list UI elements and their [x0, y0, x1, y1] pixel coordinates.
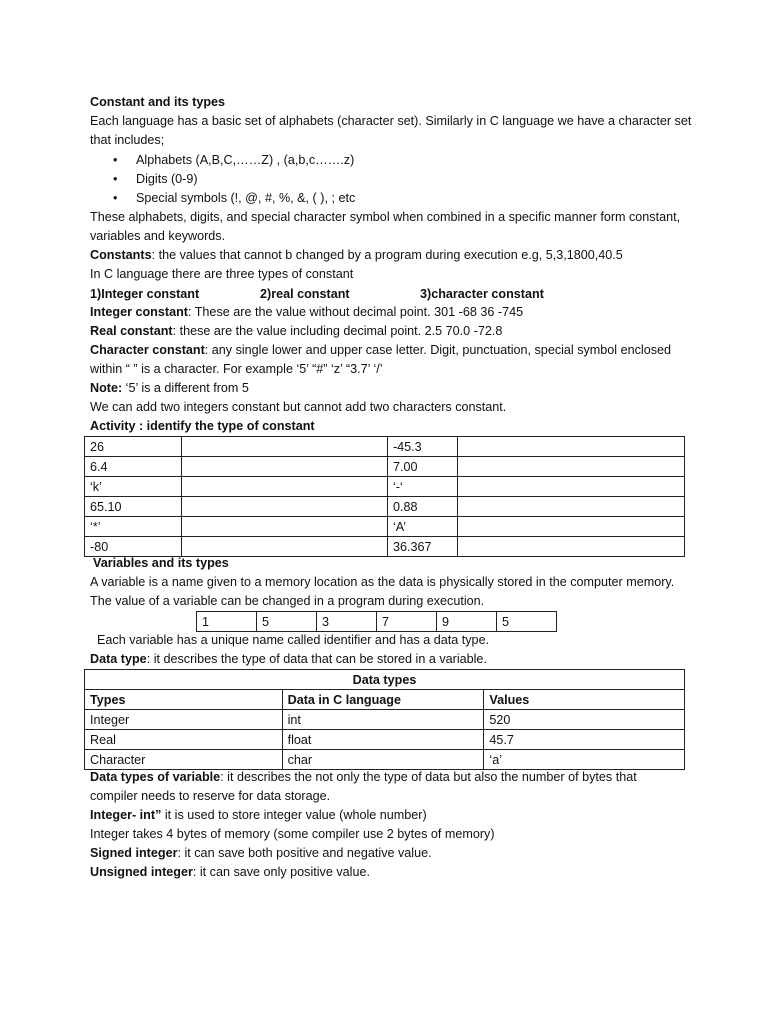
data-types-of-variable-line [90, 768, 637, 787]
unsigned-integer-text: : it can save only positive value. [192, 865, 370, 879]
bullet-dot: • [113, 153, 118, 167]
type-integer: 1)Integer constant [90, 287, 200, 301]
table-cell: -45.3 [387, 437, 457, 457]
constants-label: Constants [90, 248, 152, 262]
table-row [85, 730, 685, 750]
memory-cell: 5 [497, 612, 557, 632]
data-types-of-variable-label: Data types of variable [90, 770, 221, 784]
bullet-dot: • [113, 191, 118, 205]
real-constant-line [90, 322, 502, 341]
table-caption: Data types [85, 670, 685, 690]
table-row [85, 517, 685, 537]
data-type-line [90, 650, 487, 669]
table-cell: ‘-‘ [387, 477, 457, 497]
memory-cell: 1 [197, 612, 257, 632]
unsigned-integer-label: Unsigned integer [90, 865, 193, 879]
data-types-table [84, 669, 685, 770]
table-cell: 65.10 [85, 497, 182, 517]
answer-cell[interactable] [457, 457, 684, 477]
real-constant-text: : these are the value including decimal point. 2.5 70.0 -72.8 [172, 324, 503, 338]
answer-cell[interactable] [181, 517, 387, 537]
answer-cell[interactable] [457, 497, 684, 517]
table-cell: 36.367 [387, 537, 457, 557]
answer-cell[interactable] [457, 537, 684, 557]
type-character: 3)character constant [420, 287, 544, 301]
column-header: Values [484, 690, 685, 710]
answer-cell[interactable] [181, 457, 387, 477]
table-row [85, 710, 685, 730]
column-header: Data in C language [282, 690, 484, 710]
answer-cell[interactable] [457, 517, 684, 537]
signed-integer-label: Signed integer [90, 846, 178, 860]
data-types-of-variable-text: : it describes the not only the type of data but also the number of bytes that [220, 770, 637, 784]
intro-line-1: Each language has a basic set of alphabets (character set). Similarly in C language we have a character set [90, 114, 692, 128]
table-caption-row [85, 670, 685, 690]
variables-heading: Variables and its types [93, 556, 229, 570]
integer-constant-label: Integer constant [90, 305, 188, 319]
table-header-row [85, 690, 685, 710]
table-cell: 0.88 [387, 497, 457, 517]
table-cell: Real [85, 730, 283, 750]
table-cell: ‘*’ [85, 517, 182, 537]
table-row [85, 457, 685, 477]
integer-constant-text: : These are the value without decimal point. 301 -68 36 -745 [187, 305, 524, 319]
constants-definition [90, 246, 623, 265]
table-cell: ‘k’ [85, 477, 182, 497]
real-constant-label: Real constant [90, 324, 173, 338]
combined-line-2: variables and keywords. [90, 229, 226, 243]
data-types-of-variable-line-2: compiler needs to reserve for data storage. [90, 789, 331, 803]
data-type-text: : it describes the type of data that can be stored in a variable. [146, 652, 487, 666]
answer-cell[interactable] [181, 437, 387, 457]
table-row [85, 750, 685, 770]
constants-text: : the values that cannot b changed by a program during execution e.g, 5,3,1800,40.5 [151, 248, 623, 262]
table-cell: -80 [85, 537, 182, 557]
integer-int-line [90, 806, 427, 825]
note-line [90, 379, 249, 398]
answer-cell[interactable] [181, 477, 387, 497]
three-types-line: In C language there are three types of constant [90, 267, 354, 281]
add-constants-line: We can add two integers constant but cannot add two characters constant. [90, 400, 507, 414]
table-cell: float [282, 730, 484, 750]
bullet-dot: • [113, 172, 118, 186]
memory-cell: 3 [317, 612, 377, 632]
data-type-label: Data type [90, 652, 147, 666]
heading-constants: Constant and its types [90, 95, 226, 109]
answer-cell[interactable] [457, 477, 684, 497]
table-row [197, 612, 557, 632]
table-cell: Character [85, 750, 283, 770]
activity-heading: Activity : identify the type of constant [90, 419, 315, 433]
column-header: Types [85, 690, 283, 710]
character-constant-label: Character constant [90, 343, 205, 357]
answer-cell[interactable] [181, 497, 387, 517]
memory-cell: 5 [257, 612, 317, 632]
unsigned-integer-line [90, 863, 370, 882]
table-row [85, 497, 685, 517]
table-cell: 520 [484, 710, 685, 730]
table-row [85, 437, 685, 457]
table-cell: int [282, 710, 484, 730]
table-cell: 6.4 [85, 457, 182, 477]
answer-cell[interactable] [457, 437, 684, 457]
character-constant-line-2: within “ ” is a character. For example ‘5’ “#” ‘z’ “3.7’ ‘/’ [90, 362, 383, 376]
table-row [85, 477, 685, 497]
table-cell: char [282, 750, 484, 770]
note-text: ‘5’ is a different from 5 [122, 381, 249, 395]
combined-line-1: These alphabets, digits, and special character symbol when combined in a specific manner form constant, [90, 210, 681, 224]
note-label: Note: [90, 381, 123, 395]
integer-bytes-line: Integer takes 4 bytes of memory (some compiler use 2 bytes of memory) [90, 827, 495, 841]
variable-line-2: The value of a variable can be changed in a program during execution. [90, 594, 485, 608]
bullet-item: Special symbols (!, @, #, %, &, ( ), ; etc [136, 191, 356, 205]
integer-int-label: Integer- int” [90, 808, 162, 822]
bullet-item: Alphabets (A,B,C,……Z) , (a,b,c…….z) [136, 153, 355, 167]
character-constant-text: : any single lower and upper case letter. Digit, punctuation, special symbol enclosed [204, 343, 672, 357]
table-cell: ‘A’ [387, 517, 457, 537]
memory-cell: 9 [437, 612, 497, 632]
identifier-line: Each variable has a unique name called identifier and has a data type. [97, 633, 490, 647]
memory-cell: 7 [377, 612, 437, 632]
table-cell: 26 [85, 437, 182, 457]
table-cell: ‘a’ [484, 750, 685, 770]
intro-line-2: that includes; [90, 133, 165, 147]
memory-cells-table [196, 611, 557, 632]
activity-table [84, 436, 685, 557]
variable-line-1: A variable is a name given to a memory location as the data is physically stored in the computer memory. [90, 575, 675, 589]
table-cell: 45.7 [484, 730, 685, 750]
signed-integer-text: : it can save both positive and negative value. [177, 846, 432, 860]
integer-constant-line [90, 303, 523, 322]
type-real: 2)real constant [260, 287, 350, 301]
table-cell: 7.00 [387, 457, 457, 477]
integer-int-text: it is used to store integer value (whole number) [161, 808, 427, 822]
table-cell: Integer [85, 710, 283, 730]
bullet-item: Digits (0-9) [136, 172, 198, 186]
character-constant-line [90, 341, 671, 360]
signed-integer-line [90, 844, 432, 863]
